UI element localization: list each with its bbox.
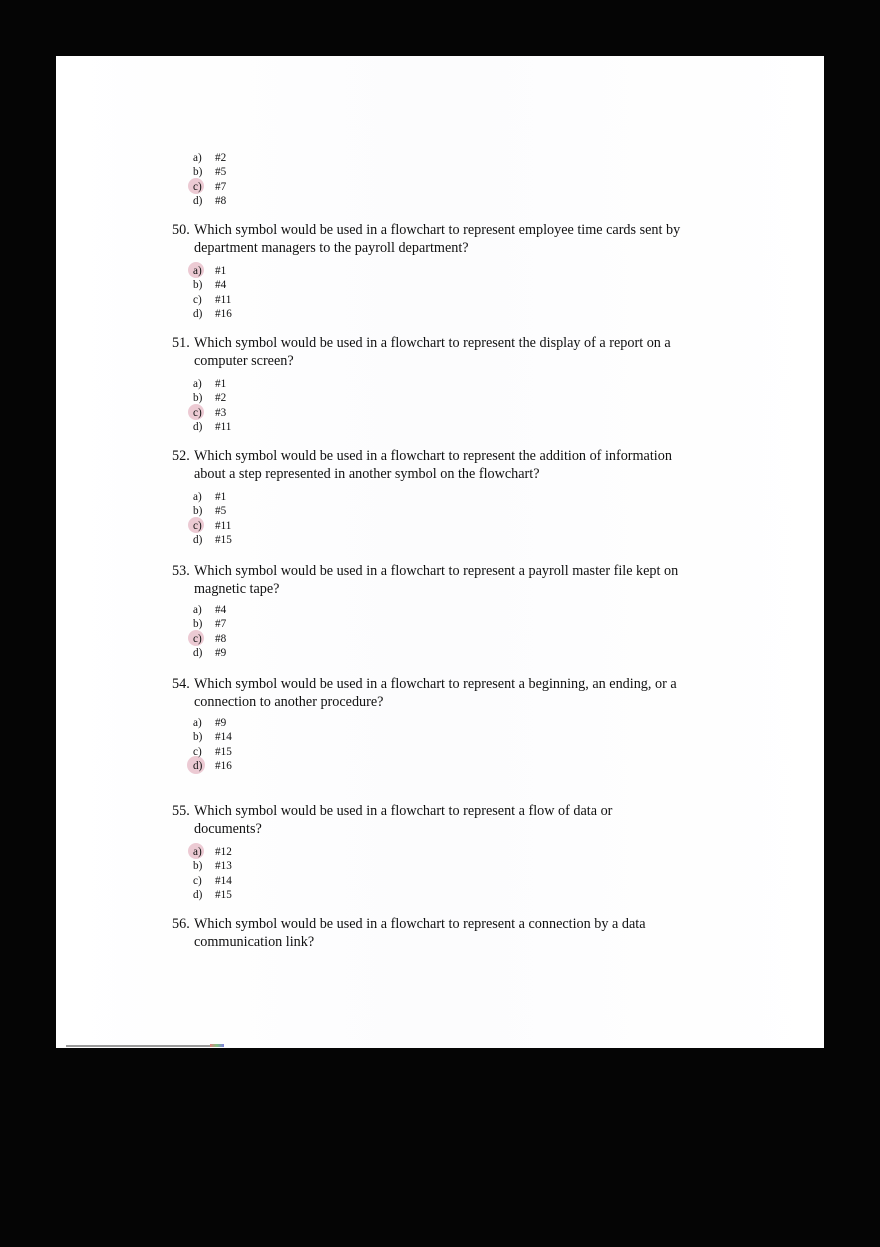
question-number: 51.	[172, 335, 190, 351]
option-letter: a)	[193, 491, 202, 503]
question-51	[172, 334, 712, 370]
option-value: #14	[215, 731, 232, 744]
option-letter: c)	[193, 180, 202, 193]
question-text-line1: Which symbol would be used in a flowchart to represent a beginning, an ending, or a	[194, 676, 677, 692]
option-c[interactable]	[193, 180, 226, 194]
question-number: 55.	[172, 803, 190, 819]
options-list-q52	[193, 490, 232, 547]
option-value: #15	[215, 533, 232, 546]
option-value: #8	[215, 632, 227, 645]
option-value: #11	[215, 293, 232, 306]
option-letter: d)	[193, 759, 203, 772]
option-b[interactable]	[193, 504, 232, 518]
option-value: #16	[215, 307, 232, 320]
question-text-line2: connection to another procedure?	[194, 694, 384, 710]
option-d[interactable]	[193, 533, 232, 547]
option-letter: b)	[193, 731, 203, 744]
option-a[interactable]	[193, 603, 226, 617]
option-d[interactable]	[193, 759, 232, 773]
options-list-q51	[193, 377, 231, 434]
option-b[interactable]	[193, 730, 232, 744]
option-letter: d)	[193, 533, 203, 546]
document-page	[56, 56, 824, 1048]
question-56	[172, 915, 712, 951]
option-letter: a)	[193, 378, 202, 390]
option-letter: a)	[193, 152, 202, 164]
option-c[interactable]	[193, 874, 232, 888]
option-value: #9	[215, 717, 227, 729]
page-bottom-scrollbar[interactable]	[66, 1045, 224, 1047]
option-b[interactable]	[193, 859, 232, 873]
option-letter: c)	[193, 874, 202, 887]
option-c[interactable]	[193, 293, 232, 307]
option-value: #1	[215, 378, 227, 390]
question-text-line1: Which symbol would be used in a flowchart to represent a payroll master file kept on	[194, 563, 679, 579]
question-text-line2: computer screen?	[194, 353, 294, 369]
option-a[interactable]	[193, 151, 226, 165]
option-value: #5	[215, 505, 227, 518]
option-c[interactable]	[193, 406, 231, 420]
option-value: #15	[215, 888, 232, 901]
option-letter: c)	[193, 406, 202, 419]
question-number: 52.	[172, 448, 190, 464]
option-letter: b)	[193, 860, 203, 873]
option-value: #12	[215, 846, 232, 858]
option-letter: c)	[193, 632, 202, 645]
option-value: #2	[215, 152, 227, 164]
option-value: #16	[215, 759, 232, 772]
option-letter: b)	[193, 166, 203, 179]
option-value: #5	[215, 166, 227, 179]
question-text-line1: Which symbol would be used in a flowchart to represent a connection by a data	[194, 916, 646, 932]
option-b[interactable]	[193, 391, 231, 405]
option-value: #3	[215, 406, 227, 419]
option-letter: a)	[193, 846, 202, 858]
options-list-q50	[193, 264, 232, 321]
option-letter: d)	[193, 420, 203, 433]
question-number: 50.	[172, 222, 190, 238]
option-value: #15	[215, 745, 232, 758]
question-text-line2: communication link?	[194, 934, 315, 950]
option-value: #11	[215, 420, 232, 433]
option-d[interactable]	[193, 307, 232, 321]
option-letter: b)	[193, 392, 203, 405]
option-value: #4	[215, 279, 227, 292]
option-a[interactable]	[193, 490, 232, 504]
option-b[interactable]	[193, 165, 226, 179]
option-letter: c)	[193, 293, 202, 306]
option-value: #14	[215, 874, 232, 887]
question-55	[172, 802, 712, 838]
question-number: 53.	[172, 563, 190, 579]
option-a[interactable]	[193, 264, 232, 278]
question-text-line1: Which symbol would be used in a flowchart to represent a flow of data or	[194, 803, 613, 819]
option-letter: b)	[193, 279, 203, 292]
option-b[interactable]	[193, 278, 232, 292]
question-text-line1: Which symbol would be used in a flowchart to represent the addition of information	[194, 448, 672, 464]
options-list-q53	[193, 603, 226, 660]
option-letter: a)	[193, 265, 202, 277]
option-letter: b)	[193, 505, 203, 518]
page-content	[56, 56, 824, 1048]
options-list-q49	[193, 151, 226, 208]
option-value: #4	[215, 604, 227, 616]
question-text-line2: department managers to the payroll department?	[194, 240, 469, 256]
option-value: #7	[215, 618, 227, 631]
options-list-q54	[193, 716, 232, 773]
option-c[interactable]	[193, 745, 232, 759]
option-letter: d)	[193, 307, 203, 320]
option-d[interactable]	[193, 646, 226, 660]
question-50	[172, 221, 712, 257]
option-c[interactable]	[193, 632, 226, 646]
question-54	[172, 675, 712, 711]
option-letter: b)	[193, 618, 203, 631]
option-value: #13	[215, 860, 232, 873]
option-d[interactable]	[193, 194, 226, 208]
option-letter: d)	[193, 888, 203, 901]
option-letter: c)	[193, 745, 202, 758]
option-b[interactable]	[193, 617, 226, 631]
question-text-line2: documents?	[194, 821, 262, 837]
options-list-q55	[193, 845, 232, 902]
option-d[interactable]	[193, 888, 232, 902]
option-letter: c)	[193, 519, 202, 532]
question-number: 54.	[172, 676, 190, 692]
option-a[interactable]	[193, 716, 232, 730]
question-text-line2: about a step represented in another symbol on the flowchart?	[194, 466, 540, 482]
question-number: 56.	[172, 916, 190, 932]
option-value: #9	[215, 646, 227, 659]
option-value: #11	[215, 519, 232, 532]
option-value: #8	[215, 194, 227, 207]
scrollbar-indicator	[210, 1044, 224, 1047]
option-letter: d)	[193, 194, 203, 207]
option-a[interactable]	[193, 845, 232, 859]
option-a[interactable]	[193, 377, 231, 391]
option-c[interactable]	[193, 519, 232, 533]
option-value: #2	[215, 392, 227, 405]
question-53	[172, 562, 712, 598]
option-value: #7	[215, 180, 227, 193]
option-letter: a)	[193, 717, 202, 729]
option-value: #1	[215, 491, 227, 503]
question-52	[172, 447, 712, 483]
question-text-line1: Which symbol would be used in a flowchart to represent employee time cards sent by	[194, 222, 681, 238]
option-letter: a)	[193, 604, 202, 616]
question-text-line1: Which symbol would be used in a flowchart to represent the display of a report on a	[194, 335, 671, 351]
option-value: #1	[215, 265, 227, 277]
option-d[interactable]	[193, 420, 231, 434]
question-text-line2: magnetic tape?	[194, 581, 280, 597]
option-letter: d)	[193, 646, 203, 659]
